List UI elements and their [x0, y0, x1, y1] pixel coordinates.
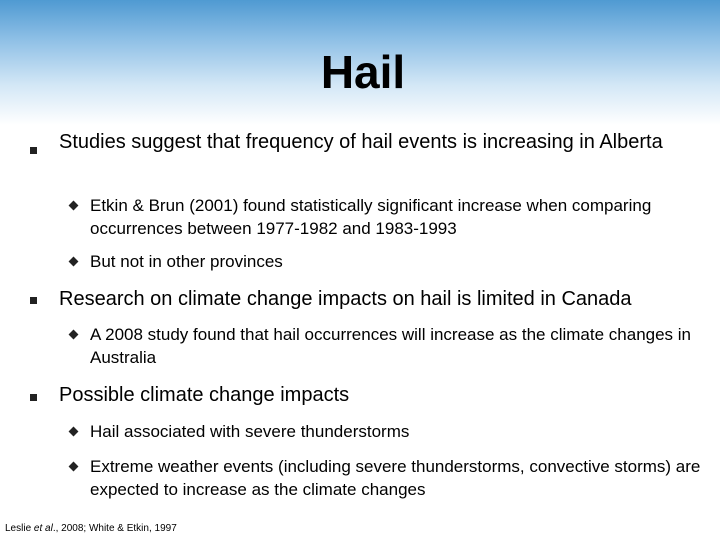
- citation-etal: et al: [33, 523, 53, 534]
- sub-bullet-text: But not in other provinces: [90, 252, 283, 271]
- bullet-text: Research on climate change impacts on hail is limited in Canada: [59, 288, 632, 310]
- diamond-bullet-icon: [69, 427, 79, 437]
- citation: [5, 523, 177, 535]
- square-bullet-icon: [30, 147, 37, 154]
- sub-bullet-text: Hail associated with severe thunderstorms: [90, 422, 410, 441]
- slide-title: Hail: [320, 46, 406, 98]
- square-bullet-icon: [30, 394, 37, 401]
- sub-bullet-text: Extreme weather events (including severe thunderstorms, convective storms) are expected to increase as the climate changes: [90, 457, 701, 499]
- diamond-bullet-icon: [69, 330, 79, 340]
- square-bullet-icon: [30, 297, 37, 304]
- diamond-bullet-icon: [69, 257, 79, 267]
- citation-rest: ., 2008; White & Etkin, 1997: [52, 523, 177, 534]
- diamond-bullet-icon: [69, 201, 79, 211]
- bullet-text: Studies suggest that frequency of hail events is increasing in Alberta: [59, 131, 663, 153]
- citation-author: Leslie: [5, 523, 34, 534]
- sub-bullet-text: A 2008 study found that hail occurrences will increase as the climate changes in Australia: [90, 325, 692, 367]
- bullet-text: Possible climate change impacts: [59, 384, 350, 406]
- sub-bullet-text: Etkin & Brun (2001) found statistically significant increase when comparing occurrences between 1977-1982 and 1983-1993: [90, 196, 652, 238]
- diamond-bullet-icon: [69, 462, 79, 472]
